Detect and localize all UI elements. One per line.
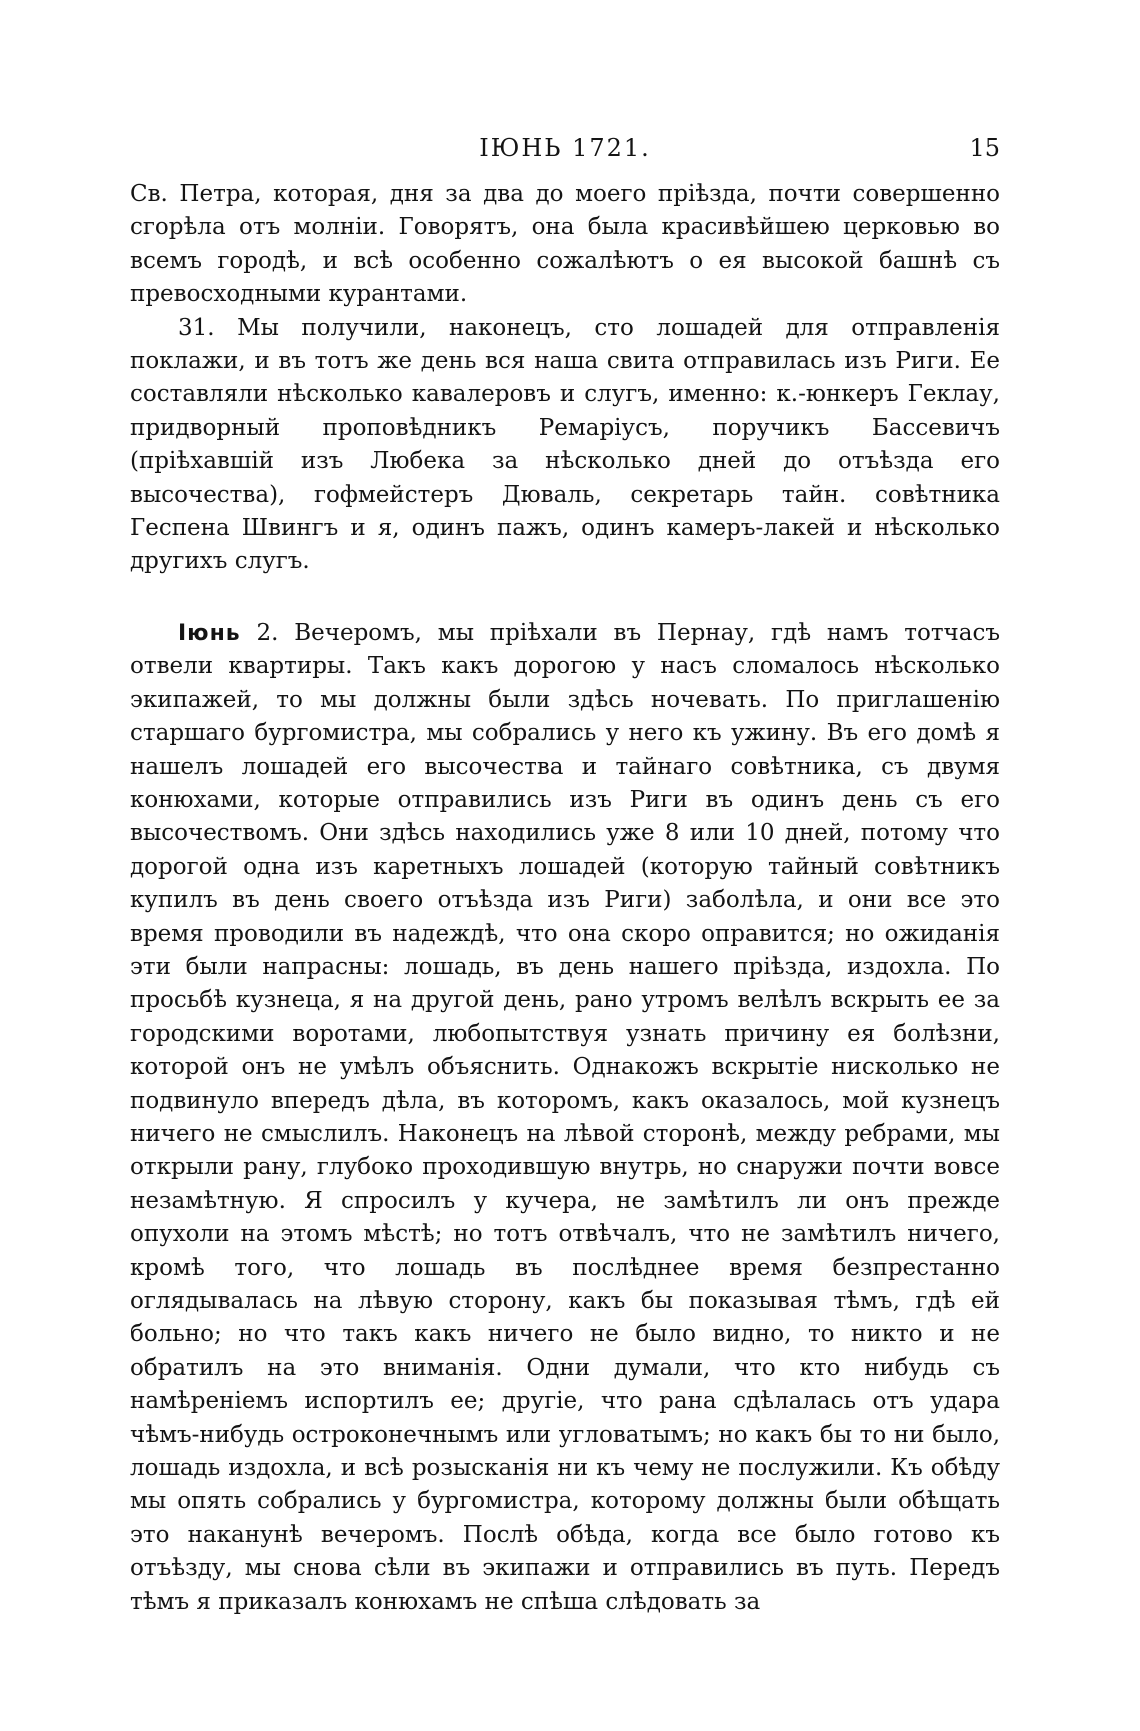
paragraph-entry-31: 31. Мы получили, наконецъ, сто лошадей для отправленія поклажи, и въ тотъ же день вся наша свита отправилась изъ Риги. Ее составляли нѣсколько кавалеровъ и слугъ, именно: к.-юнкеръ Геклау, придворный проповѣдникъ Ремаріусъ, поручикъ Бассевичъ (пріѣхавшій изъ Любека за нѣсколько дней до отъѣзда его высочества), гофмейстеръ Дюваль, секретарь тайн. совѣтника Геспена Швингъ и я, одинъ пажъ, одинъ камеръ-лакей и нѣсколько другихъ слугъ. <box>130 314 1000 575</box>
section-gap <box>130 579 1000 617</box>
page-number: 15 <box>969 134 1000 162</box>
paragraph-june-entry <box>130 617 1000 1619</box>
june-entry-text: 2. Вечеромъ, мы пріѣхали въ Пернау, гдѣ намъ тотчасъ отвели квартиры. Такъ какъ дорогою у насъ сломалось нѣсколько экипажей, то мы должны были здѣсь ночевать. По приглашенію старшаго бургомистра, мы собрались у него къ ужину. Въ его домѣ я нашелъ лошадей его высочества и тайнаго совѣтника, съ двумя конюхами, которые отправились изъ Риги въ одинъ день съ его высочествомъ. Они здѣсь находились уже 8 или 10 дней, потому что дорогой одна изъ каретныхъ лошадей (которую тайный совѣтникъ купилъ въ день своего отъѣзда изъ Риги) заболѣла, и они все это время проводили въ надеждѣ, что она скоро оправится; но ожиданія эти были напрасны: лошадь, въ день нашего пріѣзда, издохла. По просьбѣ кузнеца, я на другой день, рано утромъ велѣлъ вскрыть ее за городскими воротами, любопытствуя узнать причину ея болѣзни, которой онъ не умѣлъ объяснить. Однакожъ вскрытіе нисколько не подвинуло впередъ дѣла, въ которомъ, какъ оказалось, мой кузнецъ ничего не смыслилъ. Наконецъ на лѣвой сторонѣ, между ребрами, мы открыли рану, глубоко проходившую внутрь, но снаружи почти вовсе незамѣтную. Я спросилъ у кучера, не замѣтилъ ли онъ прежде опухоли на этомъ мѣстѣ; но тотъ отвѣчалъ, что не замѣтилъ ничего, кромѣ того, что лошадь въ послѣднее время безпрестанно оглядывалась на лѣвую сторону, какъ бы показывая тѣмъ, гдѣ ей больно; но что такъ какъ ничего не было видно, то никто и не обратилъ на это вниманія. Одни думали, что кто нибудь съ намѣреніемъ испортилъ ее; другіе, что рана сдѣлалась отъ удара чѣмъ-нибудь остроконечнымъ или угловатымъ; но какъ бы то ни было, лошадь издохла, и всѣ розысканія ни къ чему не послужили. Къ обѣду мы опять собрались у бургомистра, которому должны были обѣщать это наканунѣ вечеромъ. Послѣ обѣда, когда все было готово къ отъѣзду, мы снова сѣли въ экипажи и отправились въ путь. Передъ тѣмъ я приказалъ конюхамъ не спѣша слѣдовать за <box>130 619 1000 1615</box>
date-label-june: Іюнь <box>178 620 241 646</box>
running-head <box>130 128 1000 168</box>
body-text <box>130 178 1000 1619</box>
running-title: ІЮНЬ 1721. <box>479 134 651 162</box>
paragraph-continued: Св. Петра, которая, дня за два до моего пріѣзда, почти совершенно сгорѣла отъ молніи. Говорятъ, она была красивѣйшею церковью во всемъ городѣ, и всѣ особенно сожалѣютъ о ея высокой башнѣ съ превосходными курантами. <box>130 181 1000 308</box>
